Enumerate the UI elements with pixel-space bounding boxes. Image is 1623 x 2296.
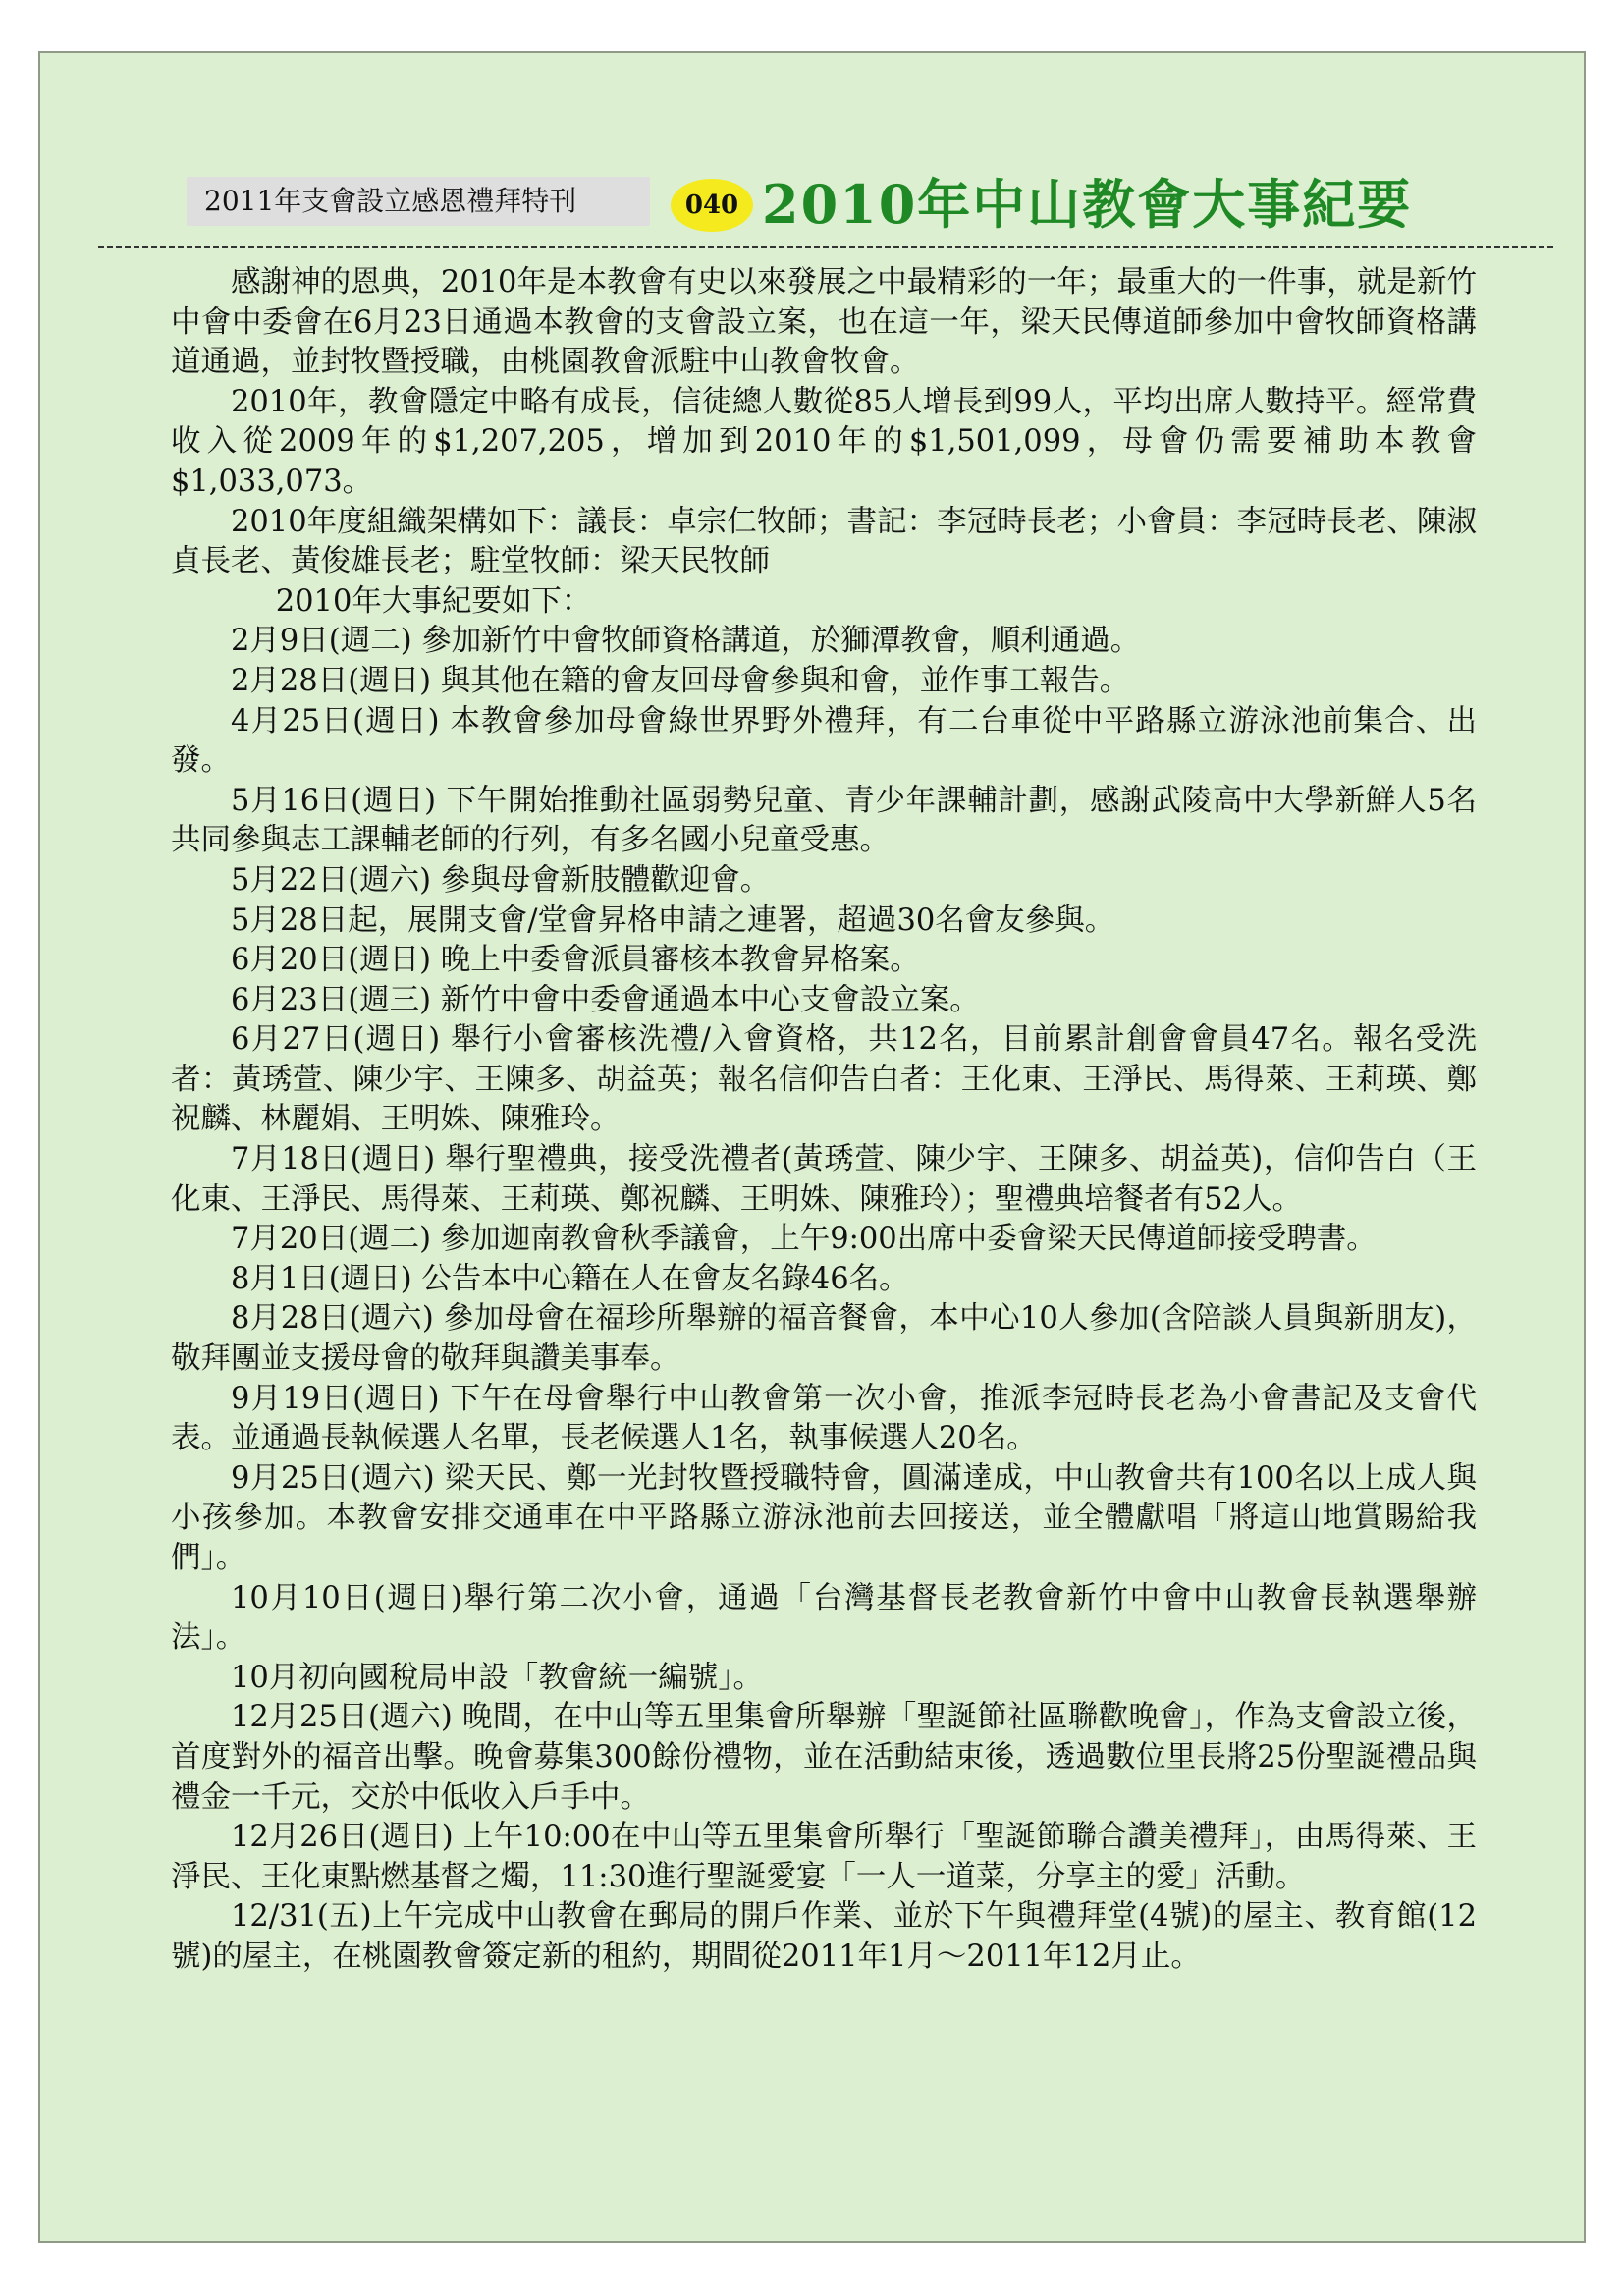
event-item: 2月9日(週二) 參加新竹中會牧師資格講道，於獅潭教會，順利通過。	[231, 624, 1141, 659]
event-item: 9月19日(週日) 下午在母會舉行中山教會第一次小會，推派李冠時長老為小會書記及支會代表。並通過長執候選人名單，長老候選人1名，執事候選人20名。	[171, 1381, 1477, 1456]
event-item: 6月20日(週日) 晚上中委會派員審核本教會昇格案。	[231, 943, 920, 978]
header-divider	[98, 246, 1553, 248]
event-item: 12/31(五)上午完成中山教會在郵局的開戶作業、並於下午與禮拜堂(4號)的屋主、教育館(12號)的屋主，在桃園教會簽定新的租約，期間從2011年1月～2011年12月止。	[171, 1899, 1477, 1974]
page-title: 2010年中山教會大事紀要	[762, 173, 1413, 236]
event-item: 9月25日(週六) 梁天民、鄭一光封牧暨授職特會，圓滿達成，中山教會共有100名以上成人與小孩參加。本教會安排交通車在中平路縣立游泳池前去回接送，並全體獻唱「將這山地賞賜給我們」。	[171, 1460, 1477, 1575]
article-body	[171, 263, 1477, 1978]
event-item: 10月初向國稅局申設「教會統一編號」。	[231, 1660, 764, 1695]
events-heading: 2010年大事紀要如下：	[275, 583, 592, 619]
page-number-badge: 040	[671, 179, 753, 232]
event-item: 7月20日(週二) 參加迦南教會秋季議會，上午9:00出席中委會梁天民傳道師接受聘書。	[231, 1222, 1377, 1257]
event-item: 8月28日(週六) 參加母會在福珍所舉辦的福音餐會，本中心10人參加(含陪談人員與新朋友)，敬拜團並支援母會的敬拜與讚美事奉。	[171, 1301, 1477, 1377]
event-item: 10月10日(週日)舉行第二次小會，通過「台灣基督長老教會新竹中會中山教會長執選舉辦法」。	[171, 1580, 1477, 1656]
publication-label: 2011年支會設立感恩禮拜特刊	[187, 177, 650, 226]
event-item: 6月23日(週三) 新竹中會中委會通過本中心支會設立案。	[231, 982, 980, 1017]
organization-paragraph: 2010年度組織架構如下：議長：卓宗仁牧師；書記：李冠時長老；小會員：李冠時長老、陳淑貞長老、黃俊雄長老；駐堂牧師：梁天民牧師	[171, 504, 1477, 579]
event-item: 6月27日(週日) 舉行小會審核洗禮/入會資格，共12名，目前累計創會會員47名。報名受洗者：黃琇萱、陳少宇、王陳多、胡益英；報名信仰告白者：王化東、王淨民、馬得萊、王莉瑛、鄭祝麟、林麗娟、王明姝、陳雅玲。	[171, 1022, 1477, 1137]
event-item: 5月28日起，展開支會/堂會昇格申請之連署，超過30名會友參與。	[231, 902, 1115, 938]
event-item: 4月25日(週日) 本教會參加母會綠世界野外禮拜，有二台車從中平路縣立游泳池前集合、出發。	[171, 703, 1477, 779]
growth-paragraph: 2010年，教會隱定中略有成長，信徒總人數從85人增長到99人，平均出席人數持平。經常費收入從2009年的$1,207,205，增加到2010年的$1,501,099，母會仍需要補助本教會$1,033,073。	[171, 384, 1477, 499]
event-item: 12月25日(週六) 晚間，在中山等五里集會所舉辦「聖誕節社區聯歡晚會」，作為支會設立後，首度對外的福音出擊。晚會募集300餘份禮物，並在活動結束後，透過數位里長將25份聖誕禮品與禮金一千元，交於中低收入戶手中。	[171, 1700, 1477, 1815]
event-item: 12月26日(週日) 上午10:00在中山等五里集會所舉行「聖誕節聯合讚美禮拜」，由馬得萊、王淨民、王化東點燃基督之燭，11:30進行聖誕愛宴「一人一道菜，分享主的愛」活動。	[171, 1820, 1477, 1894]
event-item: 8月1日(週日) 公告本中心籍在人在會友名錄46名。	[231, 1261, 909, 1296]
event-item: 2月28日(週日) 與其他在籍的會友回母會參與和會，並作事工報告。	[231, 663, 1130, 698]
event-item: 7月18日(週日) 舉行聖禮典，接受洗禮者(黃琇萱、陳少宇、王陳多、胡益英)，信仰告白（王化東、王淨民、馬得萊、王莉瑛、鄭祝麟、王明姝、陳雅玲）；聖禮典培餐者有52人。	[171, 1142, 1477, 1217]
event-item: 5月22日(週六) 參與母會新肢體歡迎會。	[231, 862, 771, 898]
intro-paragraph: 感謝神的恩典，2010年是本教會有史以來發展之中最精彩的一年；最重大的一件事，就是新竹中會中委會在6月23日通過本教會的支會設立案，也在這一年，梁天民傳道師參加中會牧師資格講道通過，並封牧暨授職，由桃園教會派駐中山教會牧會。	[171, 265, 1477, 380]
event-item: 5月16日(週日) 下午開始推動社區弱勢兒童、青少年課輔計劃，感謝武陵高中大學新鮮人5名共同參與志工課輔老師的行列，有多名國小兒童受惠。	[171, 783, 1477, 858]
